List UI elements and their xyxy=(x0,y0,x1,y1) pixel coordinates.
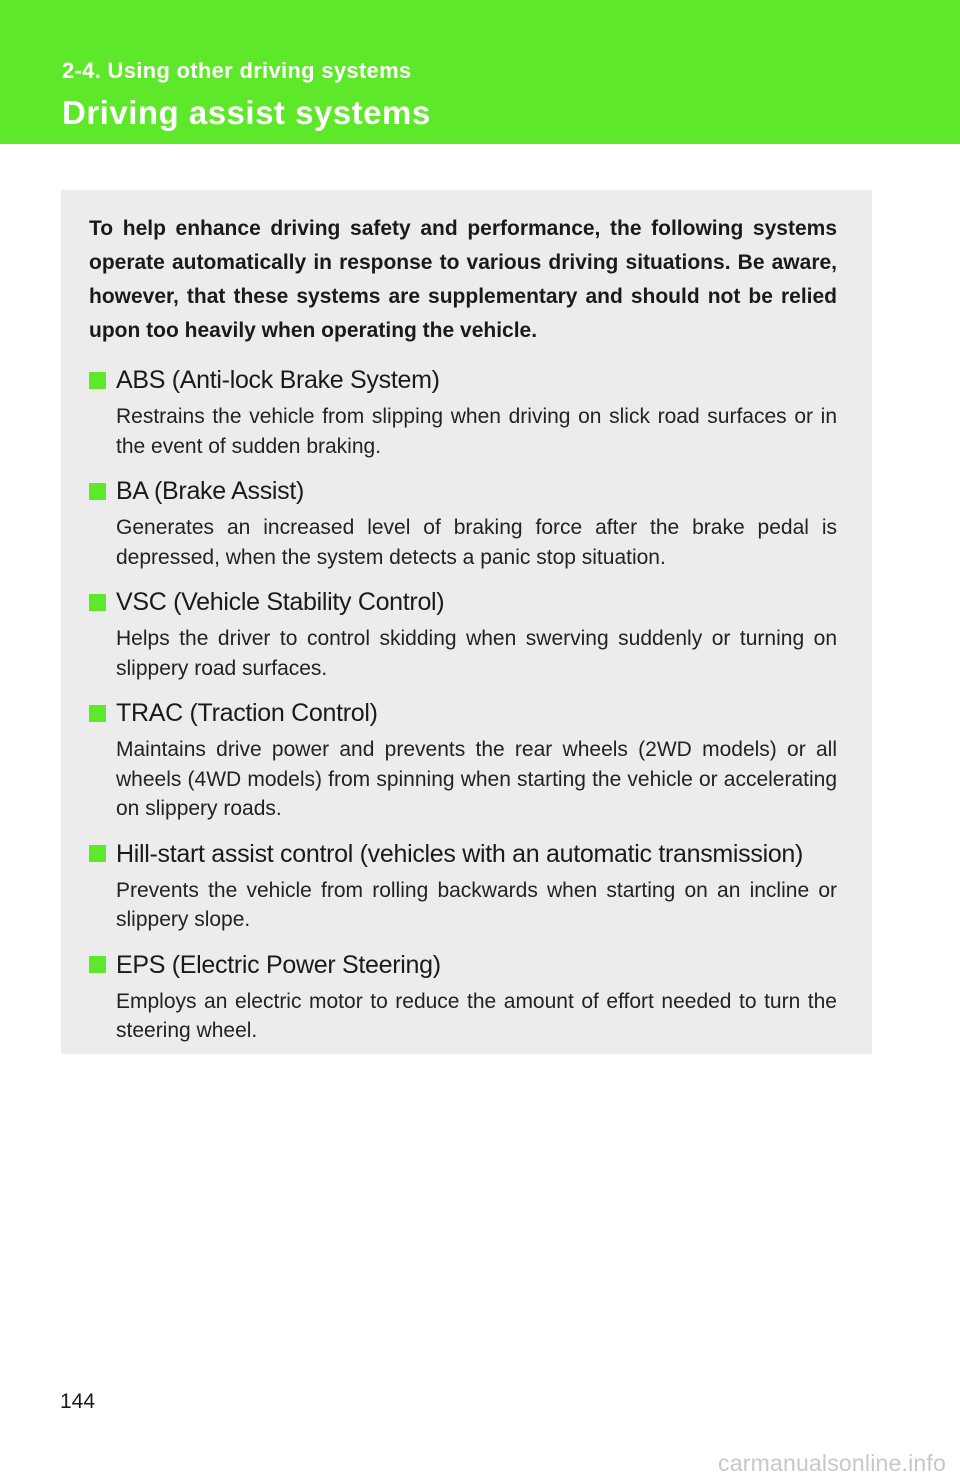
item-title-text: TRAC (Traction Control) xyxy=(116,699,378,727)
item-title-text: EPS (Electric Power Steering) xyxy=(116,950,441,979)
square-bullet-icon xyxy=(89,483,106,500)
list-item xyxy=(89,473,837,572)
item-title-text: Hill-start assist control (vehicles with an automatic transmission) xyxy=(116,839,804,868)
page-title: Driving assist systems xyxy=(62,94,431,131)
item-title-hill-start xyxy=(89,836,837,872)
page-number: 144 xyxy=(60,1390,96,1413)
item-description: Maintains drive power and prevents the rear wheels (2WD models) or all wheels (4WD models) from spinning when starting the vehicle or accelerating on slippery roads. xyxy=(116,738,837,820)
item-description: Prevents the vehicle from rolling backwards when starting on an incline or slippery slope. xyxy=(116,878,837,931)
list-item xyxy=(89,947,837,1046)
watermark: carmanualsonline.info xyxy=(718,1450,946,1476)
item-title-ba xyxy=(89,473,837,509)
item-description: Employs an electric motor to reduce the amount of effort needed to turn the steering wheel. xyxy=(116,989,837,1042)
item-description: Generates an increased level of braking force after the brake pedal is depressed, when the system detects a panic stop situation. xyxy=(116,516,837,569)
item-description: Restrains the vehicle from slipping when driving on slick road surfaces or in the event of sudden braking. xyxy=(116,405,837,458)
list-item xyxy=(89,584,837,683)
section-label: 2-4. Using other driving systems xyxy=(62,58,412,83)
square-bullet-icon xyxy=(89,845,106,862)
item-title-vsc xyxy=(89,584,837,620)
item-title-abs xyxy=(89,362,837,398)
item-title-text: VSC (Vehicle Stability Control) xyxy=(116,588,445,616)
square-bullet-icon xyxy=(89,705,106,722)
square-bullet-icon xyxy=(89,372,106,389)
item-description: Helps the driver to control skidding when swerving suddenly or turning on slippery road surfaces. xyxy=(116,627,837,680)
square-bullet-icon xyxy=(89,956,106,973)
list-item xyxy=(89,836,837,935)
item-title-eps xyxy=(89,947,837,983)
list-item xyxy=(89,695,837,824)
header-bar xyxy=(0,0,960,144)
intro-paragraph: To help enhance driving safety and performance, the following systems operate automatically in response to various driving situations. Be aware, however, that these systems are supplementary and should not be relied upon too heavily when operating the vehicle. xyxy=(89,217,837,342)
content-panel xyxy=(61,190,872,1054)
item-title-text: BA (Brake Assist) xyxy=(116,477,305,505)
square-bullet-icon xyxy=(89,594,106,611)
item-title-trac xyxy=(89,695,837,731)
item-title-text: ABS (Anti-lock Brake System) xyxy=(116,366,440,394)
list-item xyxy=(89,362,837,461)
